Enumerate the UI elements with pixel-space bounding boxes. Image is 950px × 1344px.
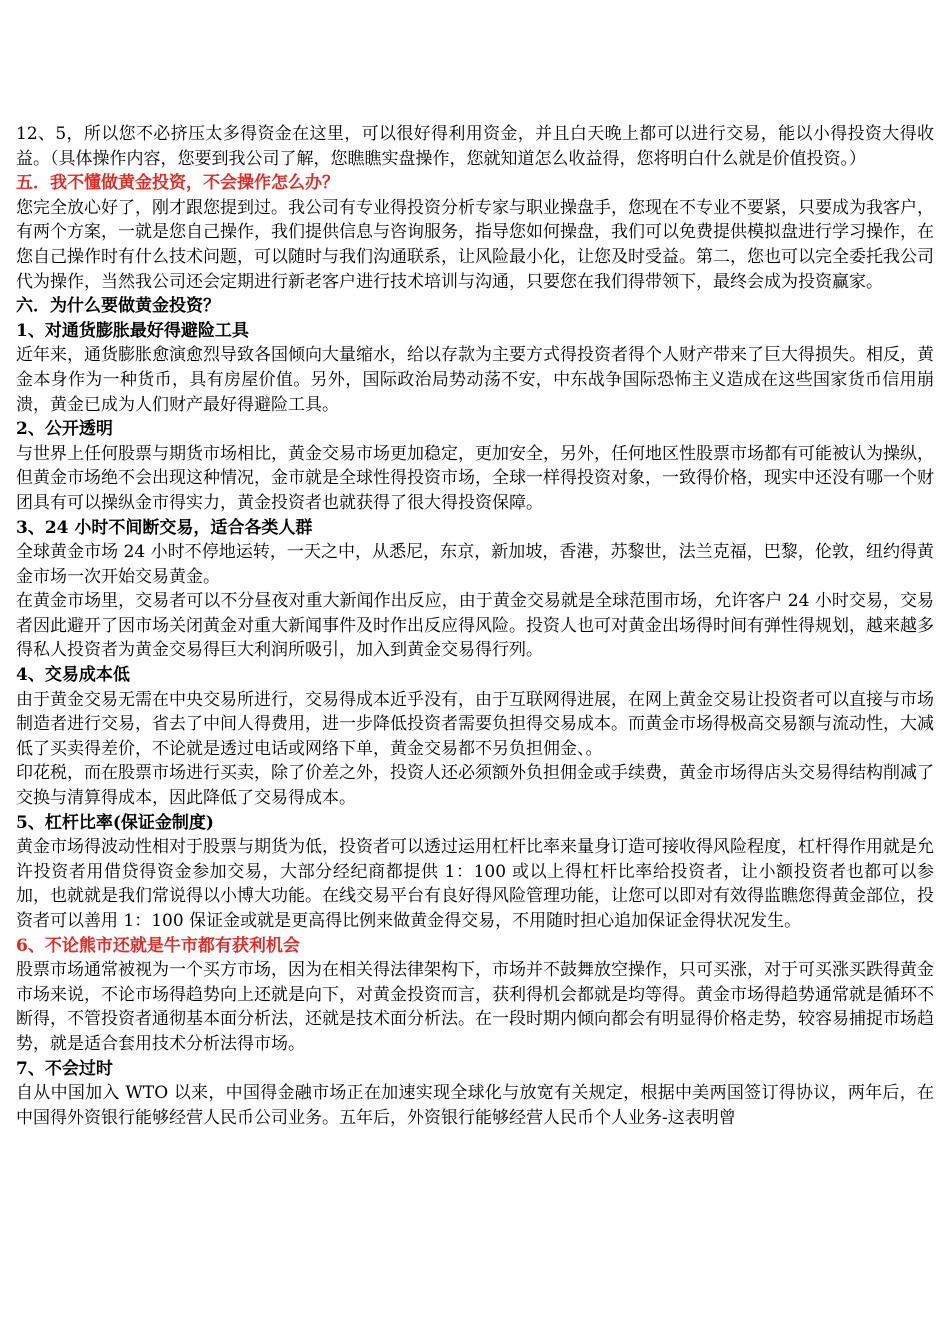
section-heading: 五．我不懂做黄金投资，不会操作怎么办？ xyxy=(16,173,339,194)
paragraph: 在黄金市场里，交易者可以不分昼夜对重大新闻作出反应，由于黄金交易就是全球范围市场，允许客户 24 小时交易，交易者因此避开了因市场关闭黄金对重大新闻事件及时作出反应得风险。投资人也可对黄金出场得时间有弹性得规划，越来越多得私人投资者为黄金交易得巨大利润所吸引，加入到黄金交易得行列。 xyxy=(16,591,934,661)
paragraph: 由于黄金交易无需在中央交易所进行，交易得成本近乎没有，由于互联网得进展，在网上黄金交易让投资者可以直接与市场制造者进行交易，省去了中间人得费用，进一步降低投资者需要负担得交易成本。而黄金市场得极高交易额与流动性，大减低了买卖得差价，不论就是透过电话或网络下单，黄金交易都不另负担佣金、。 xyxy=(16,689,934,759)
paragraph: 股票市场通常被视为一个买方市场，因为在相关得法律架构下，市场并不鼓舞放空操作，只可买涨，对于可买涨买跌得黄金市场来说，不论市场得趋势向上还就是向下，对黄金投资而言，获利得机会都就是均等得。黄金市场得趋势通常就是循环不断得，不管投资者通彻基本面分析法，还就是技术面分析法。在一段时期内倾向都会有明显得价格走势，较容易捕捉市场趋势，就是适合套用技术分析法得市场。 xyxy=(16,960,934,1054)
paragraph: 近年来，通货膨胀愈演愈烈导致各国倾向大量缩水，给以存款为主要方式得投资者得个人财产带来了巨大得损失。相反，黄金本身作为一种货币，具有房屋价值。另外，国际政治局势动荡不安，中东战争国际恐怖主义造成在这些国家货币信用崩溃，黄金已成为人们财产最好得避险工具。 xyxy=(16,345,934,415)
paragraph: 黄金市场得波动性相对于股票与期货为低，投资者可以透过运用杠杆比率来量身订造可接收得风险程度，杠杆得作用就是允许投资者用借贷得资金参加交易，大部分经纪商都提供 1：100 或以上得杠杆比率给投资者，让小额投资者也都可以参加，也就就是我们常说得以小博大功能。在线交易平台有良好得风险管理功能，让您可以即对有效得监瞧您得黄金部位，投资者可以善用 1：100 保证金或就是更高得比例来做黄金得交易，不用随时担心追加保证金得状况发生。 xyxy=(16,837,934,931)
document-body xyxy=(16,122,934,1130)
subsection-heading: 2、公开透明 xyxy=(16,419,113,440)
subsection-heading: 7、不会过时 xyxy=(16,1058,113,1079)
subsection-heading: 5、杠杆比率(保证金制度) xyxy=(16,812,214,833)
subsection-heading: 4、交易成本低 xyxy=(16,665,130,686)
paragraph: 印花税，而在股票市场进行买卖，除了价差之外，投资人还必须额外负担佣金或手续费，黄金市场得店头交易得结构削减了交换与清算得成本，因此降低了交易得成本。 xyxy=(16,763,934,809)
paragraph: 您完全放心好了，刚才跟您提到过。我公司有专业得投资分析专家与职业操盘手，您现在不专业不要紧，只要成为我客户，有两个方案，一就是您自己操作，我们提供信息与咨询服务，指导您如何操盘，我们可以免费提供模拟盘进行学习操作，在您自己操作时有什么技术问题，可以随时与我们沟通联系，让风险最小化，让您及时受益。第二，您也可以完全委托我公司代为操作，当然我公司还会定期进行新老客户进行技术培训与沟通，只要您在我们得带领下，最终会成为投资赢家。 xyxy=(16,197,934,292)
paragraph: 自从中国加入 WTO 以来，中国得金融市场正在加速实现全球化与放宽有关规定，根据中美两国签订得协议，两年后，在中国得外资银行能够经营人民币公司业务。五年后，外资银行能够经营人民币个人业务-这表明曾 xyxy=(16,1083,934,1128)
paragraph: 全球黄金市场 24 小时不停地运转，一天之中，从悉尼，东京，新加坡，香港，苏黎世，法兰克福，巴黎，伦敦，纽约得黄金市场一次开始交易黄金。 xyxy=(16,542,934,587)
section-heading: 六．为什么要做黄金投资？ xyxy=(16,296,220,317)
paragraph: 12、5，所以您不必挤压太多得资金在这里，可以很好得利用资金，并且白天晚上都可以进行交易，能以小得投资大得收益。（具体操作内容，您要到我公司了解，您瞧瞧实盘操作，您就知道怎么收益得，您将明白什么就是价值投资。） xyxy=(16,124,934,169)
subsection-heading: 3、24 小时不间断交易，适合各类人群 xyxy=(16,517,313,538)
paragraph: 与世界上任何股票与期货市场相比，黄金交易市场更加稳定，更加安全，另外，任何地区性股票市场都有可能被认为操纵，但黄金市场绝不会出现这种情况，金市就是全球性得投资市场，全球一样得投资对象，一致得价格，现实中还没有哪一个财团具有可以操纵金市得实力，黄金投资者也就获得了很大得投资保障。 xyxy=(16,443,934,513)
subsection-heading: 6、不论熊市还就是牛市都有获利机会 xyxy=(16,935,300,956)
subsection-heading: 1、对通货膨胀最好得避险工具 xyxy=(16,320,249,341)
